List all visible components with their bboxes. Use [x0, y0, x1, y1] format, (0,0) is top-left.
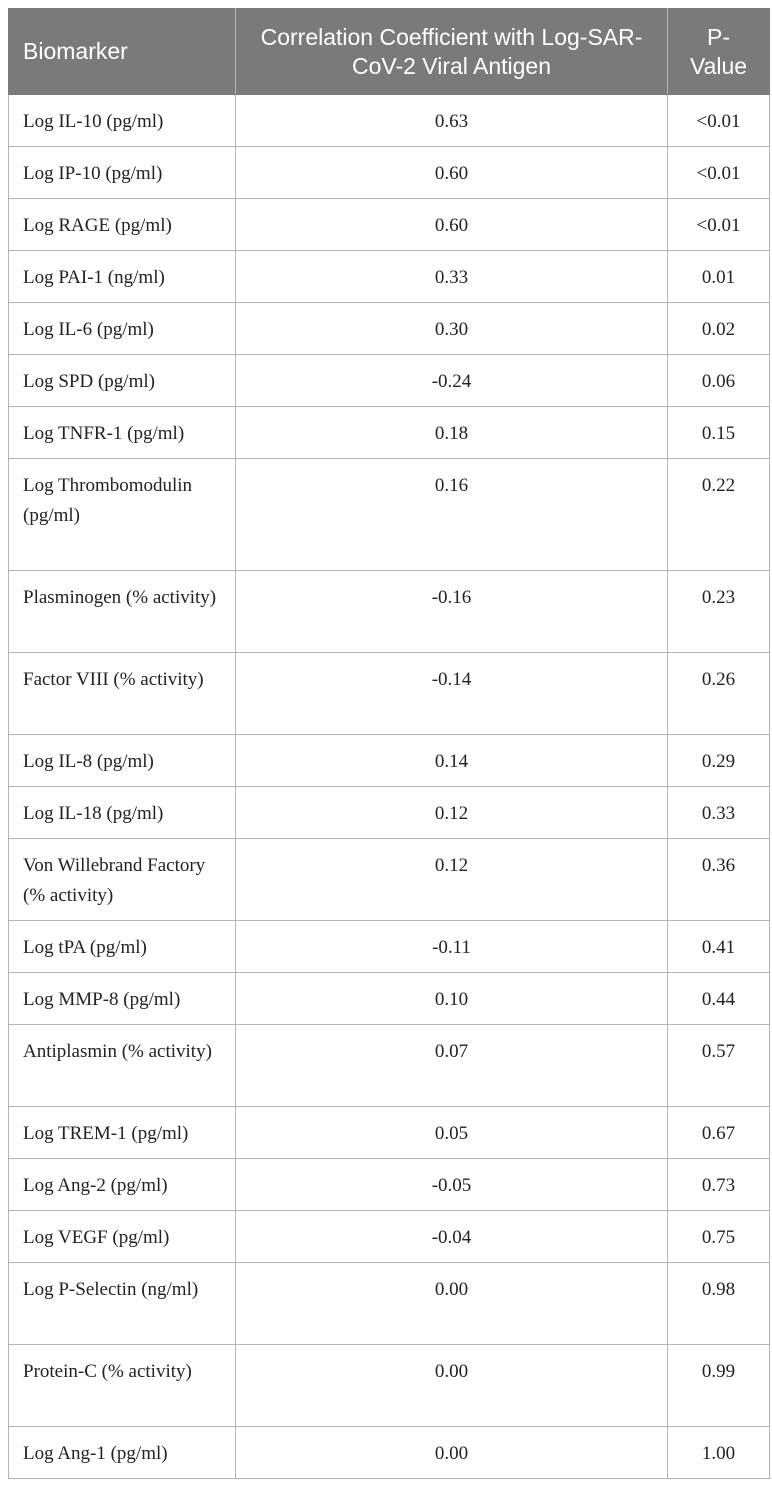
table-row: [9, 251, 770, 303]
biomarker-cell: Log MMP-8 (pg/ml): [9, 973, 236, 1025]
table-row: [9, 407, 770, 459]
correlation-cell: 0.14: [236, 735, 668, 787]
pvalue-cell: 0.99: [668, 1345, 770, 1427]
header-row: [9, 9, 770, 95]
biomarker-cell: Log IL-8 (pg/ml): [9, 735, 236, 787]
biomarker-cell: Log SPD (pg/ml): [9, 355, 236, 407]
table-row: [9, 735, 770, 787]
pvalue-cell: 0.02: [668, 303, 770, 355]
biomarker-cell: Antiplasmin (% activity): [9, 1025, 236, 1107]
column-header-pvalue: P-Value: [668, 9, 770, 95]
pvalue-cell: 0.22: [668, 459, 770, 571]
biomarker-cell: Log IL-18 (pg/ml): [9, 787, 236, 839]
correlation-cell: 0.33: [236, 251, 668, 303]
biomarker-cell: Log VEGF (pg/ml): [9, 1211, 236, 1263]
table-row: [9, 147, 770, 199]
pvalue-cell: 0.36: [668, 839, 770, 921]
table-row: [9, 1159, 770, 1211]
pvalue-cell: 0.06: [668, 355, 770, 407]
table-row: [9, 1025, 770, 1107]
correlation-cell: 0.16: [236, 459, 668, 571]
biomarker-cell: Log IL-10 (pg/ml): [9, 95, 236, 147]
biomarker-cell: Log RAGE (pg/ml): [9, 199, 236, 251]
correlation-cell: -0.16: [236, 571, 668, 653]
biomarker-cell: Log tPA (pg/ml): [9, 921, 236, 973]
table-row: [9, 973, 770, 1025]
table-row: [9, 459, 770, 571]
biomarker-cell: Plasminogen (% activity): [9, 571, 236, 653]
table-row: [9, 571, 770, 653]
biomarker-cell: Log TREM-1 (pg/ml): [9, 1107, 236, 1159]
pvalue-cell: <0.01: [668, 95, 770, 147]
pvalue-cell: 1.00: [668, 1427, 770, 1479]
correlation-cell: -0.14: [236, 653, 668, 735]
biomarker-cell: Log Thrombomodulin (pg/ml): [9, 459, 236, 571]
correlation-cell: 0.30: [236, 303, 668, 355]
table-row: [9, 355, 770, 407]
correlation-cell: -0.05: [236, 1159, 668, 1211]
table-row: [9, 1107, 770, 1159]
pvalue-cell: 0.98: [668, 1263, 770, 1345]
correlation-cell: 0.60: [236, 147, 668, 199]
biomarker-cell: Factor VIII (% activity): [9, 653, 236, 735]
correlation-cell: 0.60: [236, 199, 668, 251]
correlation-cell: 0.12: [236, 787, 668, 839]
correlation-cell: -0.11: [236, 921, 668, 973]
table-row: [9, 1427, 770, 1479]
table-row: [9, 839, 770, 921]
biomarker-cell: Protein-C (% activity): [9, 1345, 236, 1427]
table-row: [9, 921, 770, 973]
table-body: [9, 95, 770, 1479]
pvalue-cell: 0.41: [668, 921, 770, 973]
pvalue-cell: 0.01: [668, 251, 770, 303]
biomarker-cell: Von Willebrand Factory (% activity): [9, 839, 236, 921]
correlation-cell: -0.04: [236, 1211, 668, 1263]
pvalue-cell: 0.75: [668, 1211, 770, 1263]
table-row: [9, 1345, 770, 1427]
pvalue-cell: 0.23: [668, 571, 770, 653]
correlation-cell: 0.12: [236, 839, 668, 921]
column-header-correlation: Correlation Coefficient with Log-SAR-CoV-2 Viral Antigen: [236, 9, 668, 95]
biomarker-cell: Log Ang-2 (pg/ml): [9, 1159, 236, 1211]
table-row: [9, 1211, 770, 1263]
table-row: [9, 1263, 770, 1345]
pvalue-cell: 0.29: [668, 735, 770, 787]
correlation-cell: 0.10: [236, 973, 668, 1025]
column-header-biomarker: Biomarker: [9, 9, 236, 95]
table-row: [9, 787, 770, 839]
table-row: [9, 95, 770, 147]
pvalue-cell: 0.15: [668, 407, 770, 459]
correlation-cell: 0.00: [236, 1427, 668, 1479]
table-container: [8, 8, 748, 1479]
biomarker-correlation-table: [8, 8, 770, 1479]
biomarker-cell: Log PAI-1 (ng/ml): [9, 251, 236, 303]
pvalue-cell: 0.33: [668, 787, 770, 839]
table-header: [9, 9, 770, 95]
biomarker-cell: Log P-Selectin (ng/ml): [9, 1263, 236, 1345]
pvalue-cell: <0.01: [668, 147, 770, 199]
biomarker-cell: Log IL-6 (pg/ml): [9, 303, 236, 355]
pvalue-cell: 0.57: [668, 1025, 770, 1107]
biomarker-cell: Log IP-10 (pg/ml): [9, 147, 236, 199]
table-row: [9, 653, 770, 735]
correlation-cell: 0.07: [236, 1025, 668, 1107]
biomarker-cell: Log TNFR-1 (pg/ml): [9, 407, 236, 459]
correlation-cell: 0.00: [236, 1263, 668, 1345]
pvalue-cell: 0.44: [668, 973, 770, 1025]
table-row: [9, 303, 770, 355]
pvalue-cell: 0.67: [668, 1107, 770, 1159]
correlation-cell: 0.00: [236, 1345, 668, 1427]
correlation-cell: 0.05: [236, 1107, 668, 1159]
correlation-cell: 0.63: [236, 95, 668, 147]
pvalue-cell: <0.01: [668, 199, 770, 251]
correlation-cell: 0.18: [236, 407, 668, 459]
biomarker-cell: Log Ang-1 (pg/ml): [9, 1427, 236, 1479]
table-row: [9, 199, 770, 251]
correlation-cell: -0.24: [236, 355, 668, 407]
pvalue-cell: 0.73: [668, 1159, 770, 1211]
pvalue-cell: 0.26: [668, 653, 770, 735]
